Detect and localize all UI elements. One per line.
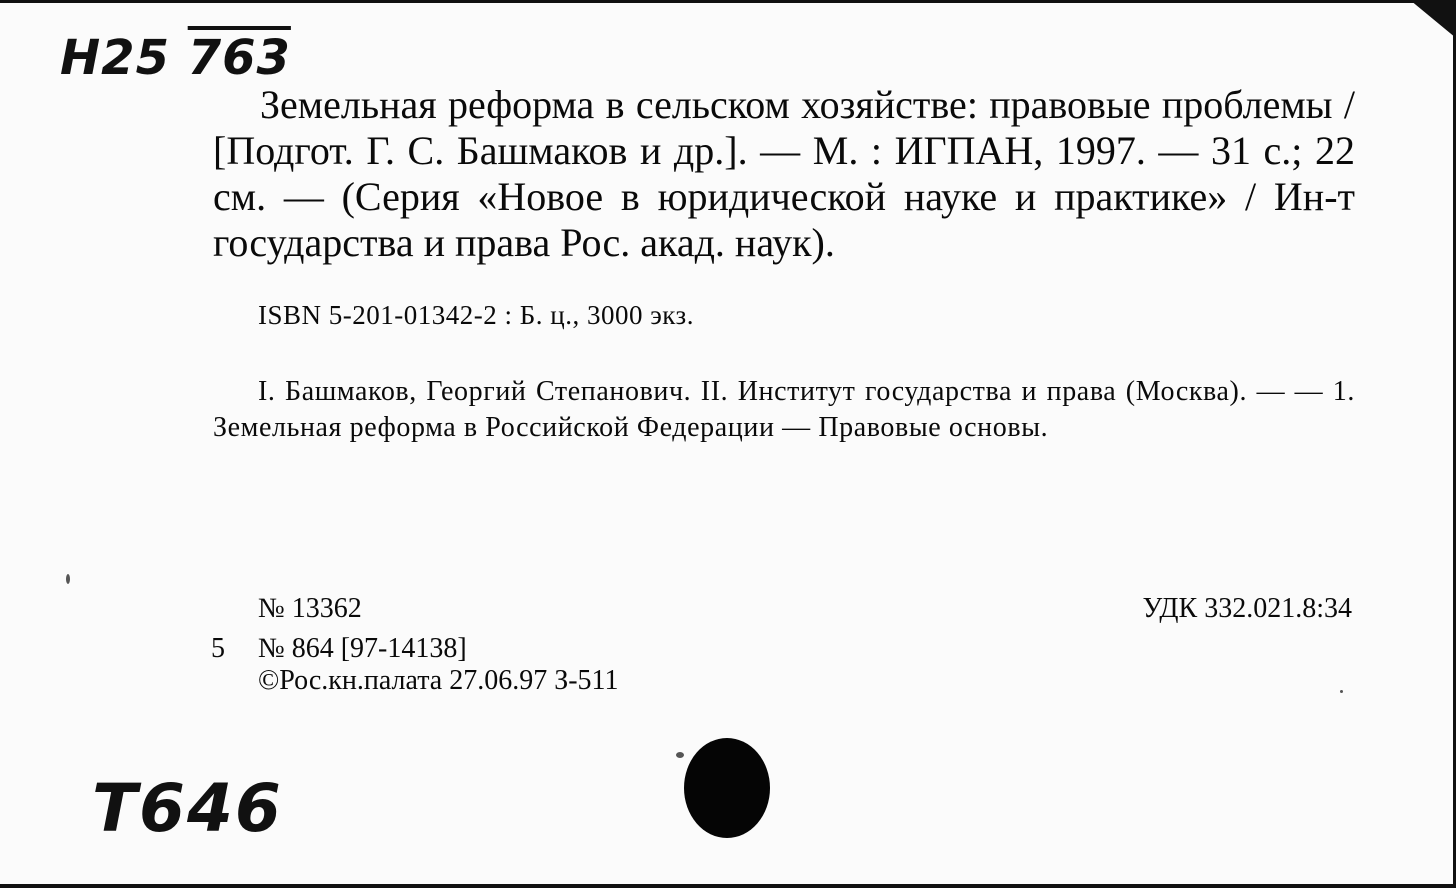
card-corner-cut — [1410, 0, 1456, 38]
speck — [1340, 690, 1343, 693]
isbn-line: ISBN 5-201-01342-2 : Б. ц., 3000 экз. — [258, 300, 694, 330]
speck — [66, 574, 70, 584]
udk-code: УДК 332.021.8:34 — [1142, 593, 1352, 624]
handwritten-call-number — [60, 30, 291, 86]
registration-number: № 13362 — [258, 593, 362, 624]
card-number: № 864 [97-14138] — [258, 633, 467, 664]
card-top-edge — [0, 0, 1456, 3]
card-bottom-edge — [0, 884, 1456, 888]
call-number-suffix: 763 — [187, 30, 291, 86]
number-prefix: 5 — [211, 633, 225, 664]
handwritten-mark: T646 — [92, 770, 283, 847]
punch-hole — [684, 738, 770, 838]
copyright-line: ©Рос.кн.палата 27.06.97 З-511 — [258, 665, 619, 696]
call-number-prefix: Н25 — [60, 30, 170, 86]
speck — [676, 752, 684, 758]
subject-tracings: I. Башмаков, Георгий Степанович. II. Институт государства и права (Москва). — — 1. Земельная реформа в Российской Федерации — Правовые основы. — [213, 376, 1355, 443]
bibliographic-description: Земельная реформа в сельском хозяйстве: правовые проблемы / [Подгот. Г. С. Башмаков и др.]. — М. : ИГПАН, 1997. — 31 с.; 22 см. — (Серия «Новое в юридической науке и практике» / Ин-т государства и права Рос. акад. наук). — [213, 82, 1355, 265]
